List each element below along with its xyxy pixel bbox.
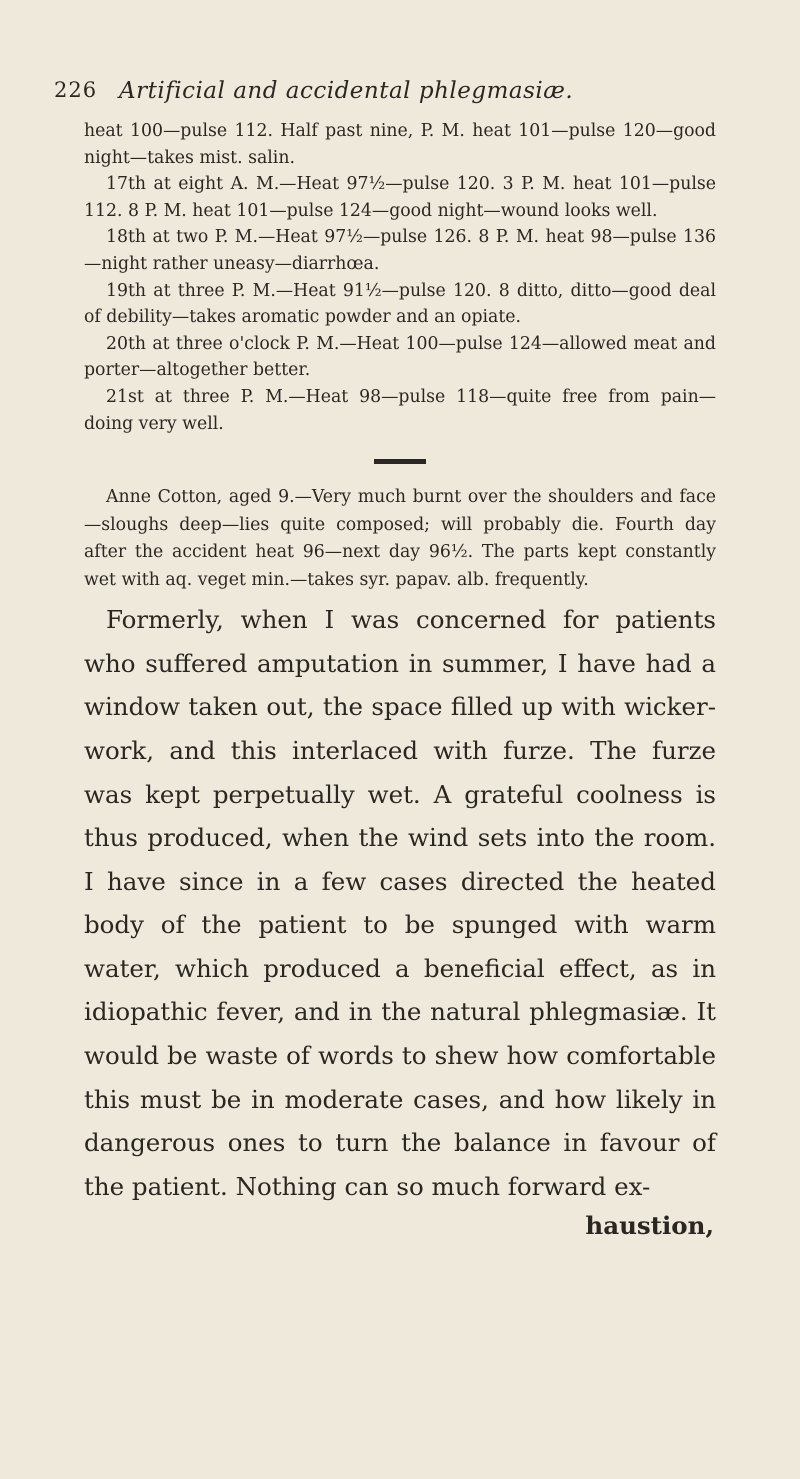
journal-entry: heat 100—pulse 112. Half past nine, P. M. heat 101—pulse 120—good night—takes mist. salin. — [84, 121, 716, 168]
body-paragraph: Formerly, when I was concerned for patients who suffered amputation in summer, I have had a window taken out, the space filled up with wicker-work, and this interlaced with furze. The furze was kept perpetually wet. A grateful coolness is thus produced, when the wind sets into the room. I have since in a few cases directed the heated body of the patient to be spunged with warm water, which produced a beneficial effect, as in idiopathic fever, and in the natural phlegmasiæ. It would be waste of words to shew how comfortable this must be in moderate cases, and how likely in dangerous ones to turn the balance in favour of the patient. Nothing can so much forward ex- — [84, 605, 716, 1201]
running-title: Artificial and accidental phlegmasiæ. — [119, 78, 574, 104]
main-text — [84, 598, 716, 1208]
running-head — [54, 78, 716, 118]
case-paragraph: Anne Cotton, aged 9.—Very much burnt over the shoulders and face—sloughs deep—lies quite composed; will probably die. Fourth day after the accident heat 96—next day 96½. The parts kept constantly wet with aq. veget min.—takes syr. papav. alb. frequently. — [84, 487, 716, 590]
journal-entry: 20th at three o'clock P. M.—Heat 100—pulse 124—allowed meat and porter—altogether better. — [84, 333, 716, 381]
page-number: 226 — [54, 78, 98, 102]
catchword: haustion, — [585, 1211, 714, 1241]
journal-entry: 18th at two P. M.—Heat 97½—pulse 126. 8 P. M. heat 98—pulse 136—night rather uneasy—diarrhœa. — [84, 227, 716, 274]
case-report — [84, 484, 716, 594]
journal-entry: 17th at eight A. M.—Heat 97½—pulse 120. 3 P. M. heat 101—pulse 112. 8 P. M. heat 101—pulse 124—good night—wound looks well. — [84, 174, 716, 221]
journal-entry: 19th at three P. M.—Heat 91½—pulse 120. 8 ditto, ditto—good deal of debility—takes aromatic powder and an opiate. — [84, 280, 716, 328]
case-journal — [84, 118, 716, 437]
journal-entry: 21st at three P. M.—Heat 98—pulse 118—quite free from pain—doing very well. — [84, 386, 716, 434]
section-divider — [374, 459, 426, 464]
